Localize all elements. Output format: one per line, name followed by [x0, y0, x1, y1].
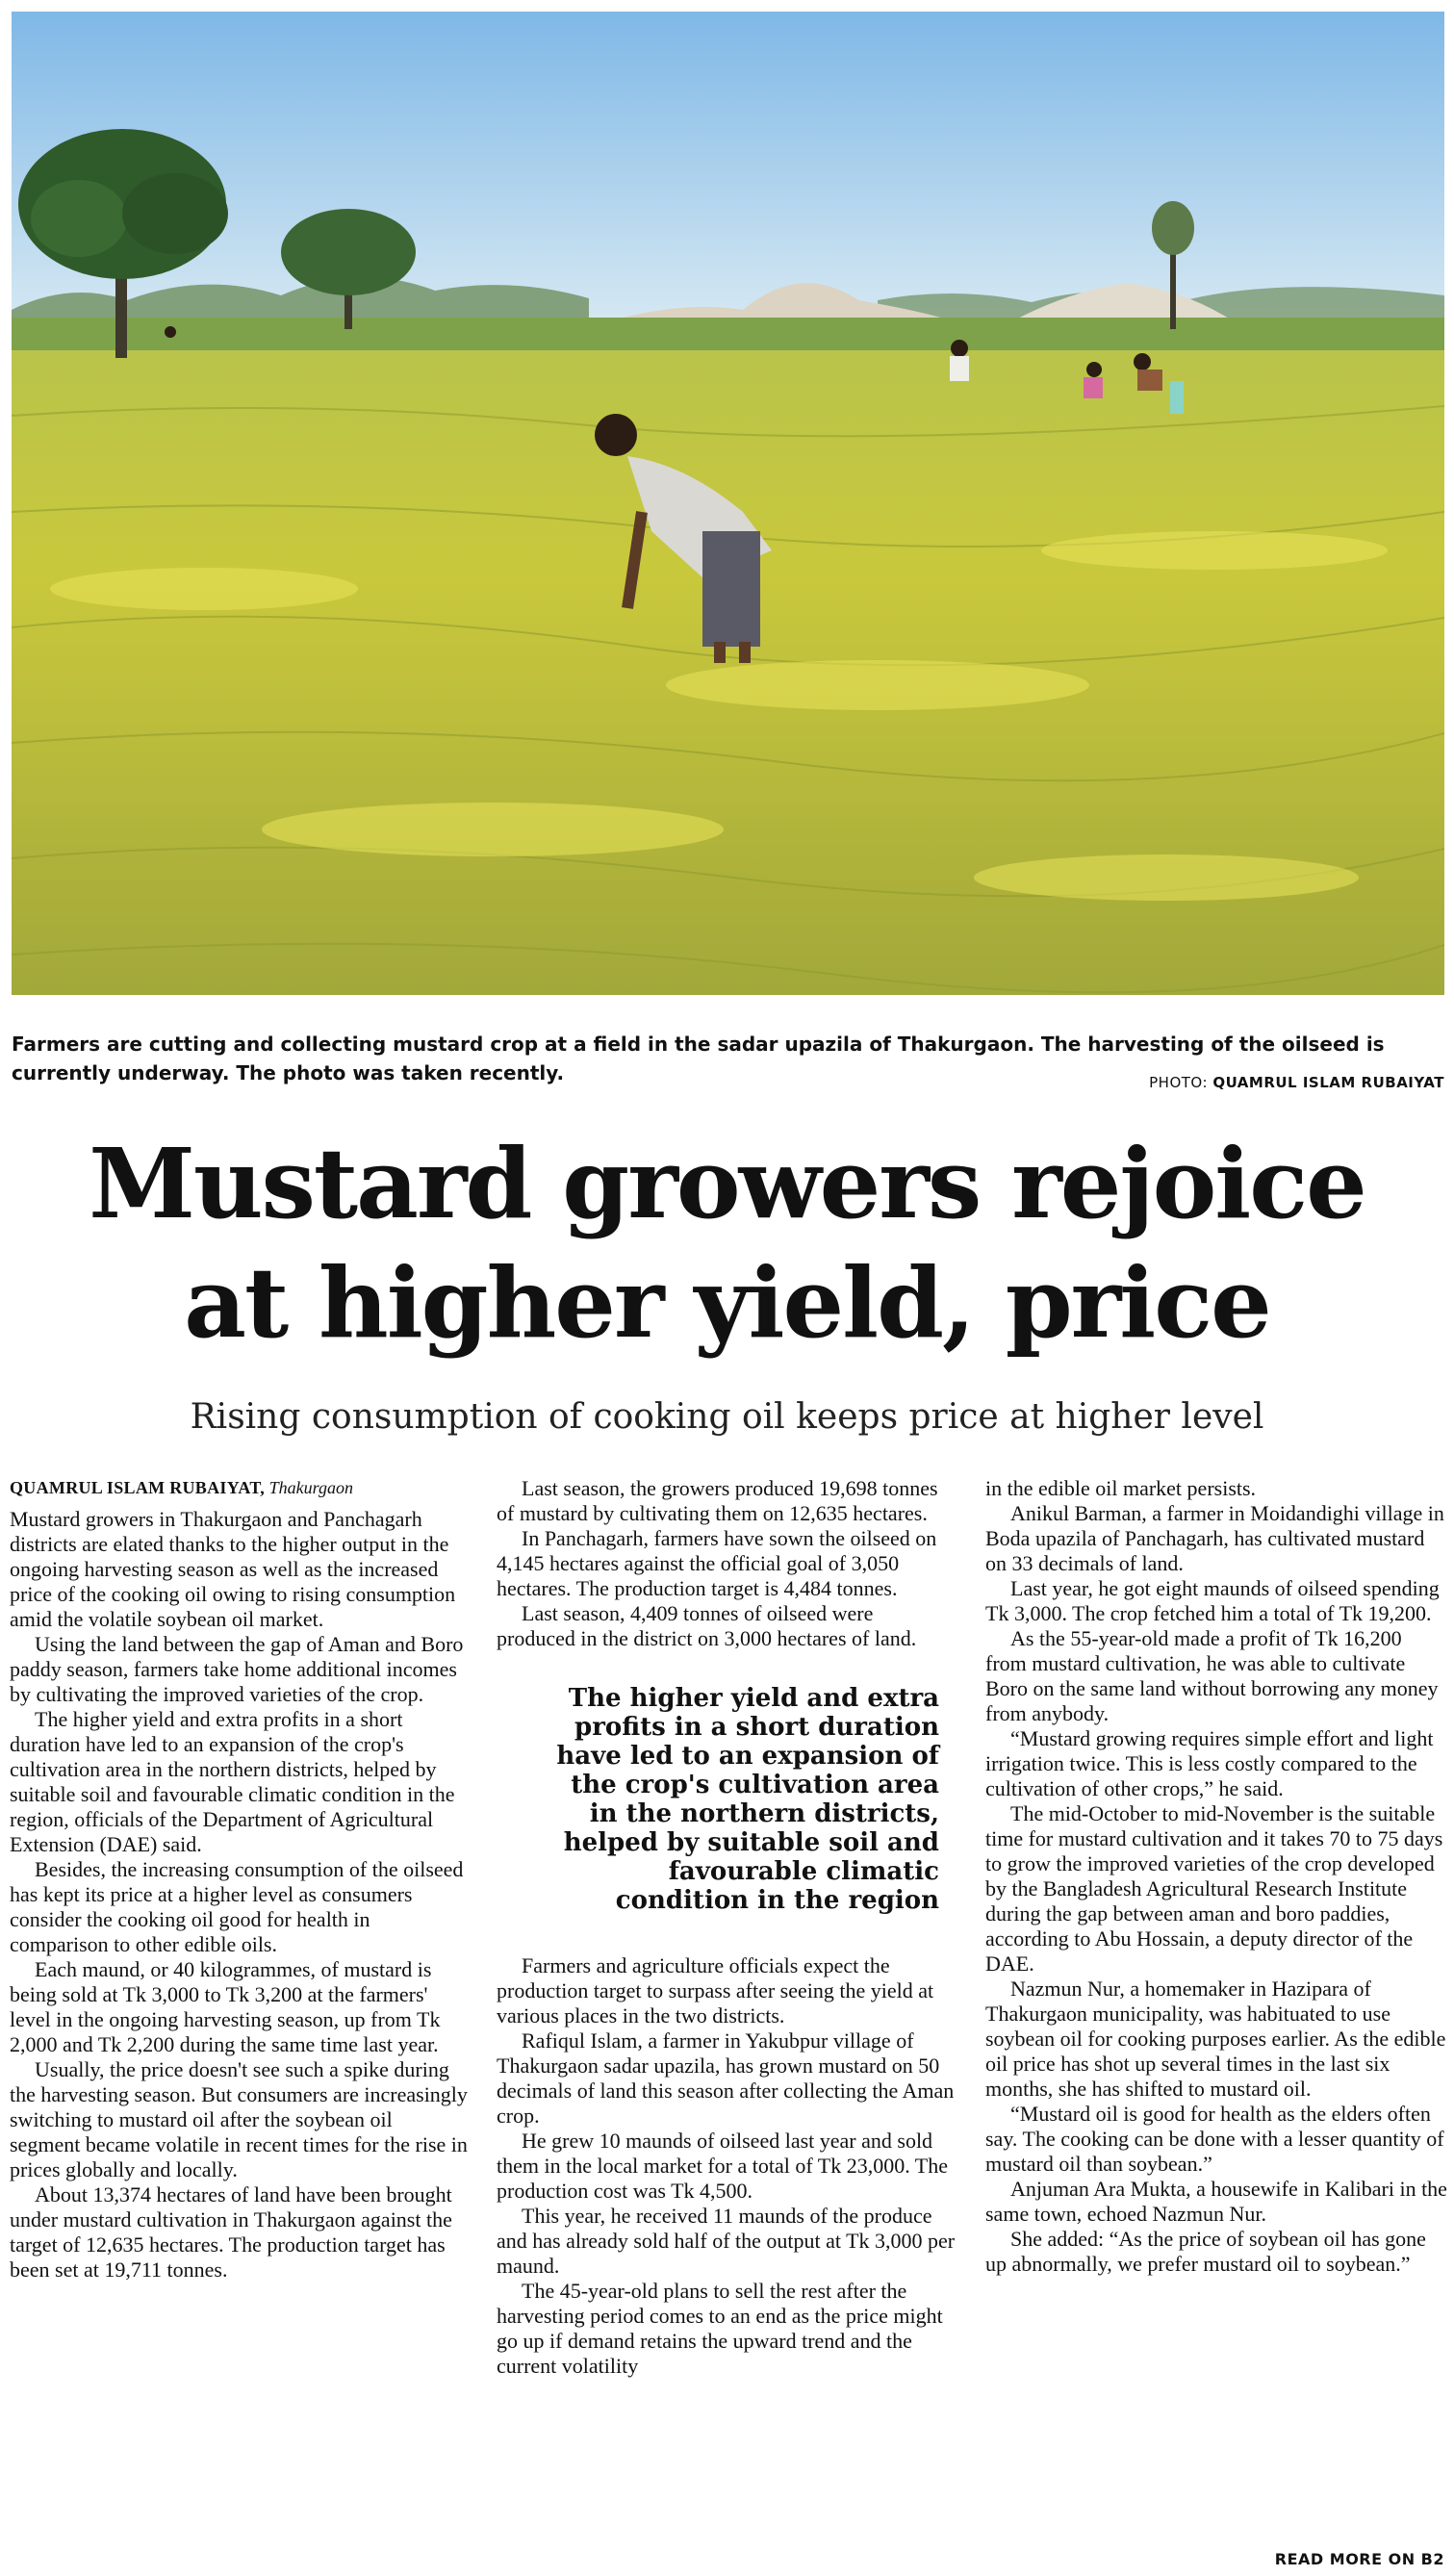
- paragraph: “Mustard oil is good for health as the elders often say. The cooking can be done with a lesser quantity of mustard oil than soybean.”: [985, 2102, 1444, 2176]
- paragraph: The higher yield and extra profits in a short duration have led to an expansion of the crop's cultivation area in the northern districts, helped by suitable soil and favourable climatic condition in the region, officials of the Department of Agricultural Extension (DAE) said.: [10, 1707, 455, 1856]
- column-3: [985, 1476, 1447, 2277]
- photo-caption: Farmers are cutting and collecting mustard crop at a field in the sadar upazila of Thakurgaon. The harvesting of the oilseed is currently underway. The photo was taken recently.: [12, 1033, 1385, 1084]
- paragraph: He grew 10 maunds of oilseed last year and sold them in the local market for a total of Tk 23,000. The production cost was Tk 4,500.: [497, 2129, 949, 2203]
- headline-line-2: at higher yield, price: [184, 1246, 1270, 1360]
- byline-place: Thakurgaon: [268, 1478, 353, 1497]
- credit-label: PHOTO:: [1149, 1074, 1213, 1091]
- read-more-link[interactable]: READ MORE ON B2: [1274, 2550, 1444, 2568]
- paragraph: Last year, he got eight maunds of oilseed spending Tk 3,000. The crop fetched him a total of Tk 19,200.: [985, 1576, 1440, 1625]
- paragraph: Farmers and agriculture officials expect the production target to surpass after seeing the yield at various places in the two districts.: [497, 1953, 934, 2028]
- paragraph: Mustard growers in Thakurgaon and Panchagarh districts are elated thanks to the higher output in the ongoing harvesting season as well as the increased price of the cooking oil owing to rising consumption amid the volatile soybean oil market.: [10, 1507, 456, 1631]
- photo-credit: [1149, 1074, 1444, 1091]
- credit-name: QUAMRUL ISLAM RUBAIYAT: [1212, 1074, 1444, 1091]
- paragraph: Rafiqul Islam, a farmer in Yakubpur village of Thakurgaon sadar upazila, has grown mustard on 50 decimals of land this season after collecting the Aman crop.: [497, 2028, 955, 2128]
- paragraph: The mid-October to mid-November is the suitable time for mustard cultivation and it takes 70 to 75 days to grow the improved varieties of the crop developed by the Bangladesh Agricultural Research Institute during the gap between aman and boro paddies, according to Abu Hossain, a deputy director of the DAE.: [985, 1801, 1443, 1976]
- paragraph: Anjuman Ara Mukta, a housewife in Kalibari in the same town, echoed Nazmun Nur.: [985, 2177, 1447, 2226]
- column-2: [497, 1476, 957, 2379]
- paragraph: Nazmun Nur, a homemaker in Hazipara of Thakurgaon municipality, was habituated to use soybean oil for cooking purposes earlier. As the edible oil price has shot up several times in the last six months, she has shifted to mustard oil.: [985, 1977, 1446, 2101]
- byline: [10, 1476, 468, 1499]
- mustard-field-illustration: [12, 12, 1444, 995]
- paragraph: Last season, the growers produced 19,698 tonnes of mustard by cultivating them on 12,635 hectares.: [497, 1476, 938, 1525]
- sky: [12, 12, 1444, 329]
- paragraph: As the 55-year-old made a profit of Tk 16,200 from mustard cultivation, he was able to cultivate Boro on the same land without borrowing any money from anybody.: [985, 1626, 1439, 1725]
- paragraph: Anikul Barman, a farmer in Moidandighi village in Boda upazila of Panchagarh, has cultivated mustard on 33 decimals of land.: [985, 1501, 1444, 1575]
- lead-photo: [12, 12, 1444, 995]
- paragraph: Each maund, or 40 kilogrammes, of mustard is being sold at Tk 3,000 to Tk 3,200 at the farmers' level in the ongoing harvesting season, up from Tk 2,000 and Tk 2,200 during the same time last year.: [10, 1957, 441, 2056]
- byline-author: QUAMRUL ISLAM RUBAIYAT,: [10, 1478, 266, 1497]
- paragraph: Using the land between the gap of Aman and Boro paddy season, farmers take home additional incomes by cultivating the improved varieties of the crop.: [10, 1632, 464, 1706]
- pull-quote: The higher yield and extra profits in a short duration have led to an expansion of the crop's cultivation area in the northern districts, helped by suitable soil and favourable climatic condition in the region: [556, 1684, 939, 1915]
- paragraph: This year, he received 11 maunds of the produce and has already sold half of the output at Tk 3,000 per maund.: [497, 2204, 956, 2278]
- paragraph: The 45-year-old plans to sell the rest after the harvesting period comes to an end as the price might go up if demand retains the upward trend and the current volatility: [497, 2279, 943, 2378]
- column-1: [10, 1476, 468, 2283]
- paragraph: “Mustard growing requires simple effort and light irrigation twice. This is less costly compared to the cultivation of other crops,” he said.: [985, 1726, 1434, 1800]
- paragraph: About 13,374 hectares of land have been brought under mustard cultivation in Thakurgaon against the target of 12,635 hectares. The production target has been set at 19,711 tonnes.: [10, 2182, 452, 2282]
- paragraph: In Panchagarh, farmers have sown the oilseed on 4,145 hectares against the official goal of 3,050 hectares. The production target is 4,484 tonnes.: [497, 1526, 937, 1600]
- headline-line-1: Mustard growers rejoice: [89, 1127, 1365, 1240]
- headline: [0, 1124, 1454, 1363]
- paragraph: Usually, the price doesn't see such a spike during the harvesting season. But consumers are increasingly switching to mustard oil after the soybean oil segment became volatile in recent times for the rise in prices globally and locally.: [10, 2057, 468, 2181]
- paragraph: Besides, the increasing consumption of the oilseed has kept its price at a higher level as consumers consider the cooking oil good for health in comparison to other edible oils.: [10, 1857, 464, 1956]
- subheadline: Rising consumption of cooking oil keeps price at higher level: [190, 1397, 1264, 1437]
- paragraph: Last season, 4,409 tonnes of oilseed were produced in the district on 3,000 hectares of land.: [497, 1601, 917, 1650]
- paragraph-continuation: in the edible oil market persists.: [985, 1476, 1257, 1500]
- paragraph: She added: “As the price of soybean oil has gone up abnormally, we prefer mustard oil to soybean.”: [985, 2227, 1426, 2276]
